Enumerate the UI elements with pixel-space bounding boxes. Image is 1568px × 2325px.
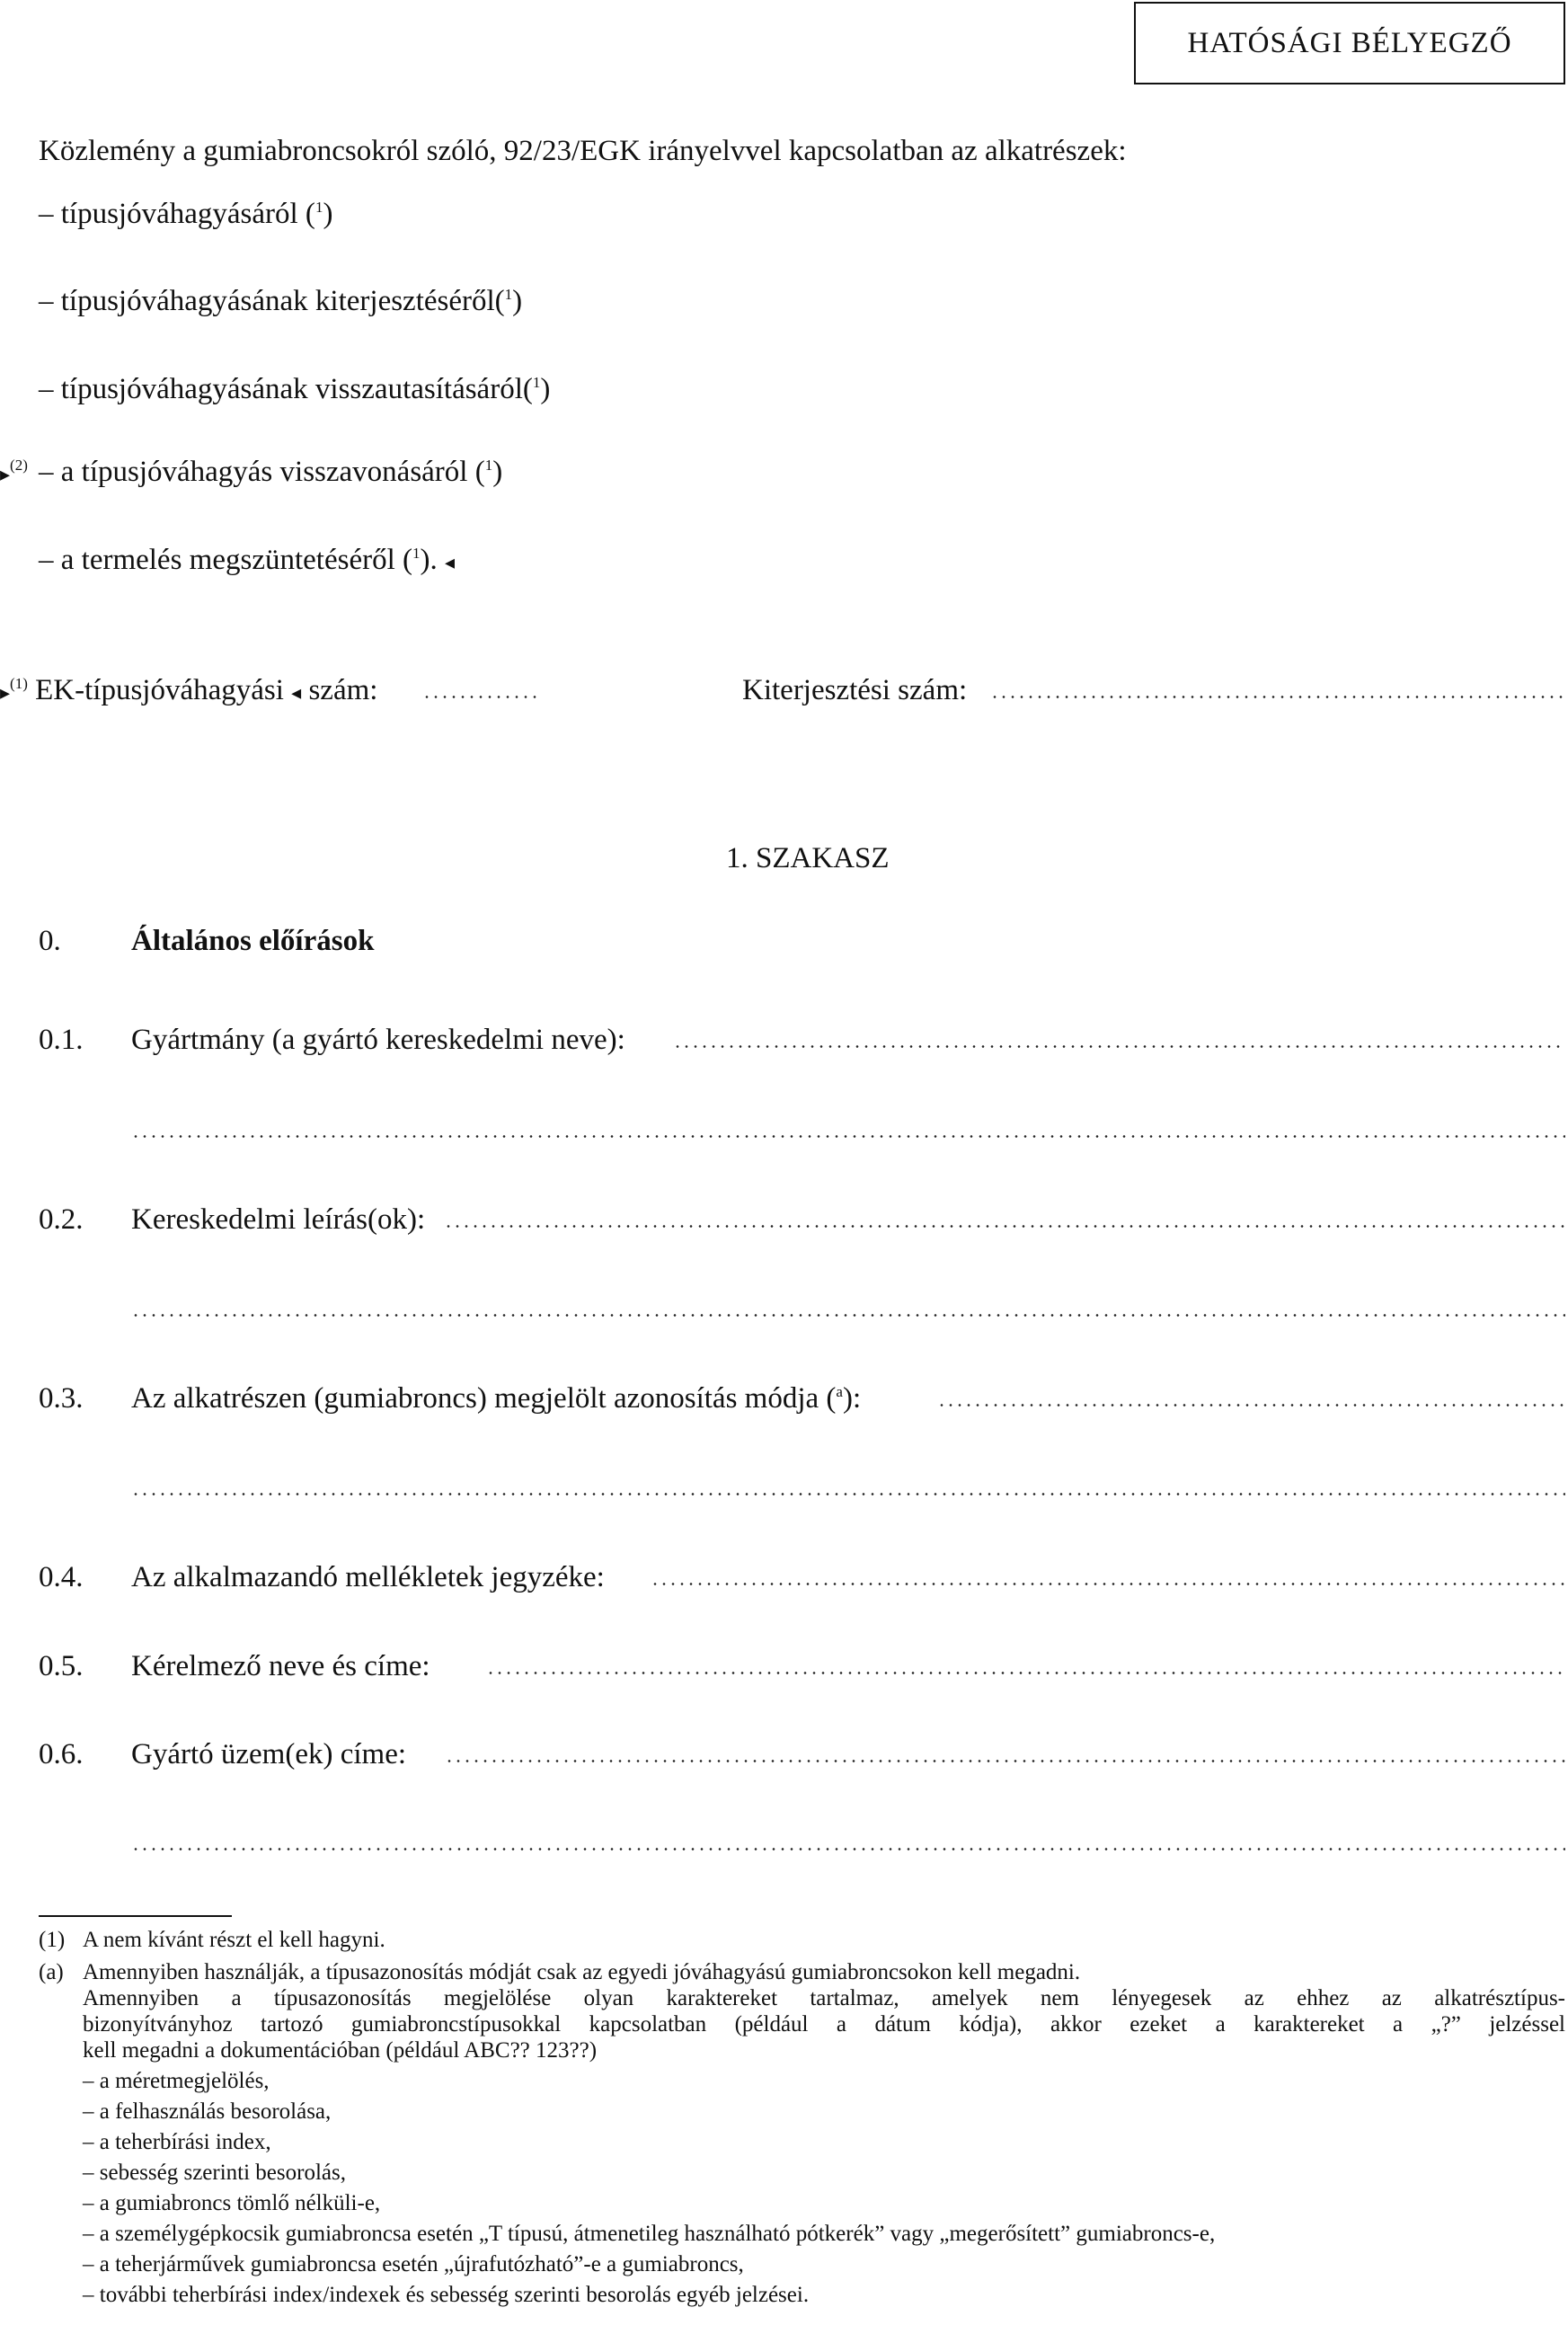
footnote-a-para-line: Amennyiben a típusazonosítás megjelölése olyan karaktereket tartalmaz, amelyek nem lényegesek az ehhez az alkatrésztípus- <box>83 1986 1565 2010</box>
footnote-a-list-item: – a gumiabroncs tömlő nélküli-e, <box>83 2191 381 2215</box>
commercial-description-field-continuation[interactable] <box>131 1314 1565 1317</box>
amendment-end-icon: ◂ <box>291 681 302 704</box>
make-field[interactable] <box>673 1045 1565 1048</box>
field-label-plant-address: Gyártó üzem(ek) címe: <box>131 1738 407 1770</box>
type-identification-field-continuation[interactable] <box>131 1493 1565 1495</box>
field-number: 0.1. <box>39 1024 84 1056</box>
notice-heading: Közlemény a gumiabroncsokról szóló, 92/23/EGK irányelvvel kapcsolatban az alkatrészek: <box>39 135 1127 167</box>
plant-address-field-continuation[interactable] <box>131 1848 1565 1850</box>
ek-approval-label: EK-típusjóváhagyási <box>35 674 284 706</box>
field-label-type-identification: Az alkatrészen (gumiabroncs) megjelölt azonosítás módja ($^a$): <box>131 1382 862 1415</box>
field-number: 0.4. <box>39 1561 84 1593</box>
footnote-a-list-item: – a méretmegjelölés, <box>83 2069 270 2093</box>
section-title: 1. SZAKASZ <box>726 842 890 874</box>
field-number: 0.3. <box>39 1382 84 1415</box>
footnote-a-list-item: – a teherbírási index, <box>83 2130 271 2154</box>
field-number: 0.6. <box>39 1738 84 1770</box>
footnote-a-list-item: – további teherbírási index/indexek és sebesség szerinti besorolás egyéb jelzései. <box>83 2283 810 2307</box>
applicant-field[interactable] <box>486 1672 1565 1674</box>
footnote-a-text: Amennyiben használják, a típusazonosítás módját csak az egyedi jóváhagyású gumiabroncsokon kell megadni. <box>83 1960 1081 1984</box>
field-number: 0.5. <box>39 1650 84 1682</box>
make-field-continuation[interactable] <box>131 1135 1565 1138</box>
authority-stamp-box <box>1134 2 1565 84</box>
footnote-a-list-item: – a személygépkocsik gumiabroncsa esetén „T típusú, átmenetileg használható pótkerék” vagy „megerősített” gumiabroncs-e, <box>83 2222 1216 2246</box>
general-heading: Általános előírások <box>131 925 375 957</box>
field-label-applicant: Kérelmező neve és címe: <box>131 1650 430 1682</box>
annexes-field[interactable] <box>651 1583 1565 1585</box>
footnote-separator <box>39 1915 232 1917</box>
approval-number-field[interactable] <box>422 696 541 698</box>
intro-item-refusal: – típusjóváhagyásának visszautasításáról($^1$) <box>39 373 551 405</box>
general-number: 0. <box>39 925 61 957</box>
amendment-start-icon: ▸ <box>0 463 11 485</box>
field-number: 0.2. <box>39 1203 84 1236</box>
field-label-commercial-description: Kereskedelmi leírás(ok): <box>131 1203 426 1236</box>
intro-item-withdrawal: – a típusjóváhagyás visszavonásáról ($^1$) <box>39 456 503 488</box>
footnote-1-mark: (1) <box>39 1928 66 1952</box>
number-label: szám: <box>308 674 378 706</box>
footnote-a-mark: (a) <box>39 1960 64 1984</box>
type-identification-field[interactable] <box>937 1404 1565 1407</box>
field-label-make: Gyártmány (a gyártó kereskedelmi neve): <box>131 1024 625 1056</box>
amendment-marker-2: ▸$^{(2)}$ <box>0 457 28 485</box>
intro-item-extension: – típusjóváhagyásának kiterjesztéséről($^1$) <box>39 285 523 317</box>
amendment-end-icon: ◂ <box>445 551 456 573</box>
extension-number-label: Kiterjesztési szám: <box>742 674 968 706</box>
field-label-annexes: Az alkalmazandó mellékletek jegyzéke: <box>131 1561 605 1593</box>
commercial-description-field[interactable] <box>444 1225 1565 1228</box>
plant-address-field[interactable] <box>445 1760 1565 1762</box>
approval-number-line: ▸$^{(1)}$ EK-típusjóváhagyási ◂ szám: <box>0 674 378 706</box>
extension-number-field[interactable] <box>990 696 1565 698</box>
footnote-1-text: A nem kívánt részt el kell hagyni. <box>83 1928 385 1952</box>
intro-item-approval: – típusjóváhagyásáról ($^1$) <box>39 198 333 230</box>
amendment-start-icon: ▸ <box>0 681 11 704</box>
stamp-label: HATÓSÁGI BÉLYEGZŐ <box>1187 26 1512 59</box>
footnote-a-list-item: – sebesség szerinti besorolás, <box>83 2161 346 2185</box>
footnote-a-list-item: – a teherjárművek gumiabroncsa esetén „újrafutózható”-e a gumiabroncs, <box>83 2252 744 2276</box>
footnote-a-para-line: bizonyítványhoz tartozó gumiabroncstípusokkal kapcsolatban (például a dátum kódja), akkor ezeket a karaktereket a „?” jelzéssel <box>83 2012 1565 2037</box>
footnote-a-list-item: – a felhasználás besorolása, <box>83 2099 332 2124</box>
intro-item-discontinuation: – a termelés megszüntetéséről ($^1$). ◂ <box>39 544 456 576</box>
footnote-a-para-line: kell megadni a dokumentációban (például ABC?? 123??) <box>83 2038 598 2063</box>
